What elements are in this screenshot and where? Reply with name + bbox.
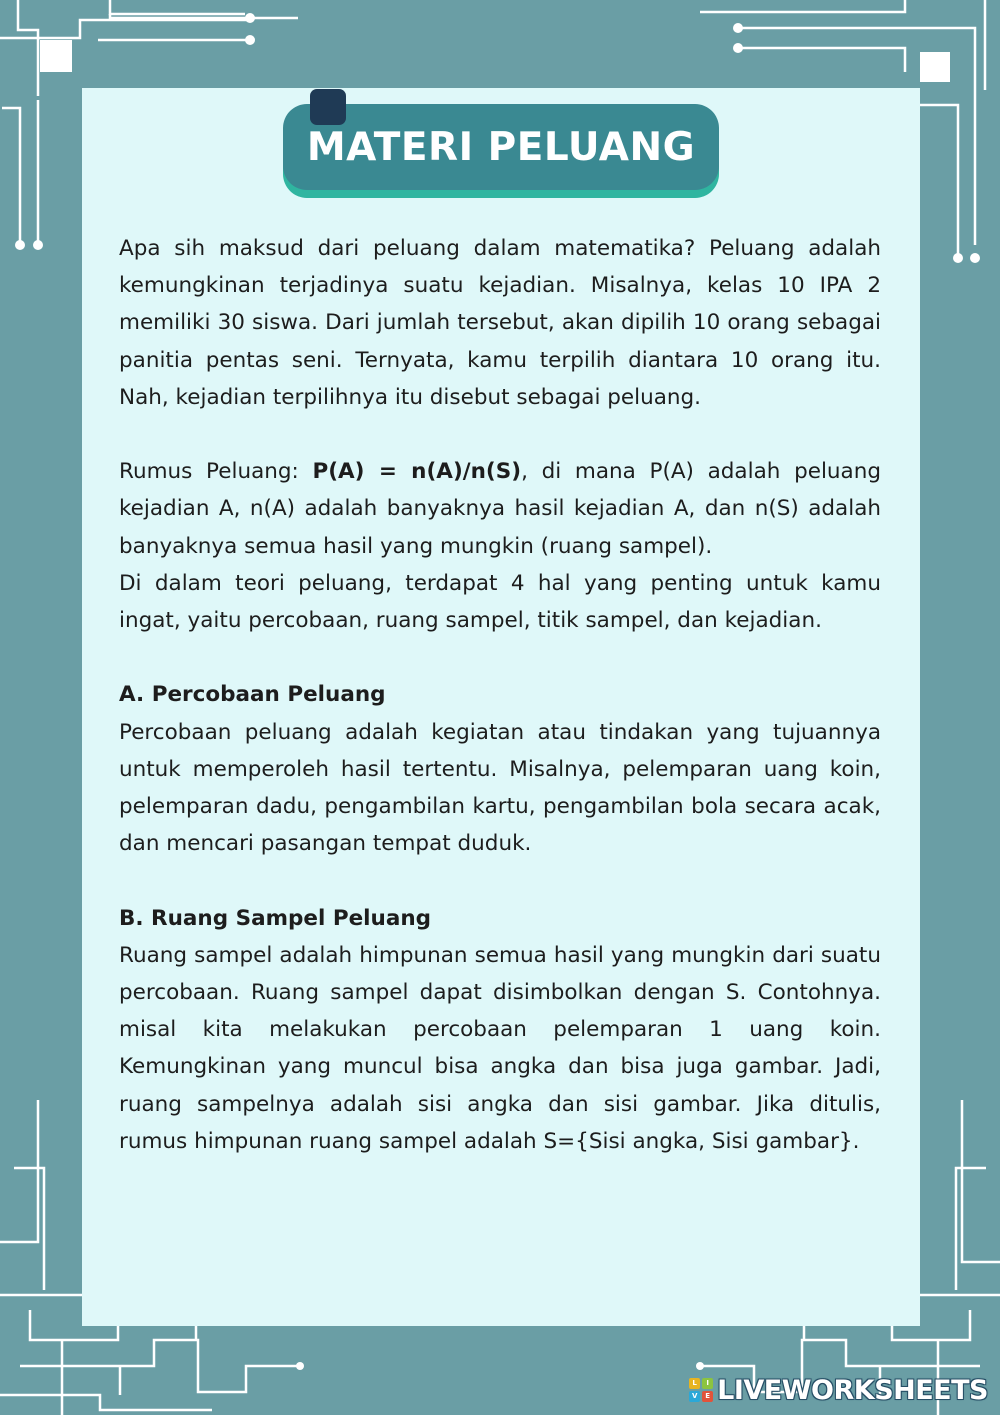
article-body xyxy=(119,230,881,1160)
title-tag-decoration xyxy=(310,89,346,125)
section-a-heading: A. Percobaan Peluang xyxy=(119,682,386,708)
liveworksheets-logo-icon: L I V E xyxy=(689,1378,713,1402)
page-title: MATERI PELUANG xyxy=(306,124,696,170)
section-a-body: Percobaan peluang adalah kegiatan atau tindakan yang tujuannya untuk memperoleh hasil tertentu. Misalnya, pelemparan uang koin, pelemparan dadu, pengambilan kartu, pengambilan bola secara acak, dan mencari pasangan tempat duduk. xyxy=(119,719,881,857)
title-banner xyxy=(283,104,719,190)
section-b-body: Ruang sampel adalah himpunan semua hasil yang mungkin dari suatu percobaan. Ruang sampel dapat disimbolkan dengan S. Contohnya. misal kita melakukan percobaan pelemparan 1 uang koin. Kemungkinan yang muncul bisa angka dan bisa juga gambar. Jadi, ruang sampelnya adalah sisi angka dan sisi gambar. Jika ditulis, rumus himpunan ruang sampel adalah S={Sisi angka, Sisi gambar}. xyxy=(119,942,881,1154)
liveworksheets-watermark xyxy=(689,1374,988,1406)
intro-paragraph: Apa sih maksud dari peluang dalam matematika? Peluang adalah kemungkinan terjadinya suatu kejadian. Misalnya, kelas 10 IPA 2 memiliki 30 siswa. Dari jumlah tersebut, akan dipilih 10 orang sebagai panitia pentas seni. Ternyata, kamu terpilih diantara 10 orang itu. Nah, kejadian terpilihnya itu disebut sebagai peluang. xyxy=(119,236,881,410)
watermark-text: LIVEWORKSHEETS xyxy=(717,1374,988,1406)
theory-paragraph: Di dalam teori peluang, terdapat 4 hal yang penting untuk kamu ingat, yaitu percobaan, ruang sampel, titik sampel, dan kejadian. xyxy=(119,570,881,634)
formula-prefix: Rumus Peluang: xyxy=(119,459,313,485)
formula-description: , di mana P(A) adalah peluang kejadian A, n(A) adalah banyaknya hasil kejadian A, dan n(S) adalah banyaknya semua hasil yang mungkin (ruang sampel). xyxy=(119,459,881,559)
formula-expression: P(A) = n(A)/n(S) xyxy=(312,459,522,485)
section-b-heading: B. Ruang Sampel Peluang xyxy=(119,905,432,931)
formula-paragraph xyxy=(119,453,881,565)
